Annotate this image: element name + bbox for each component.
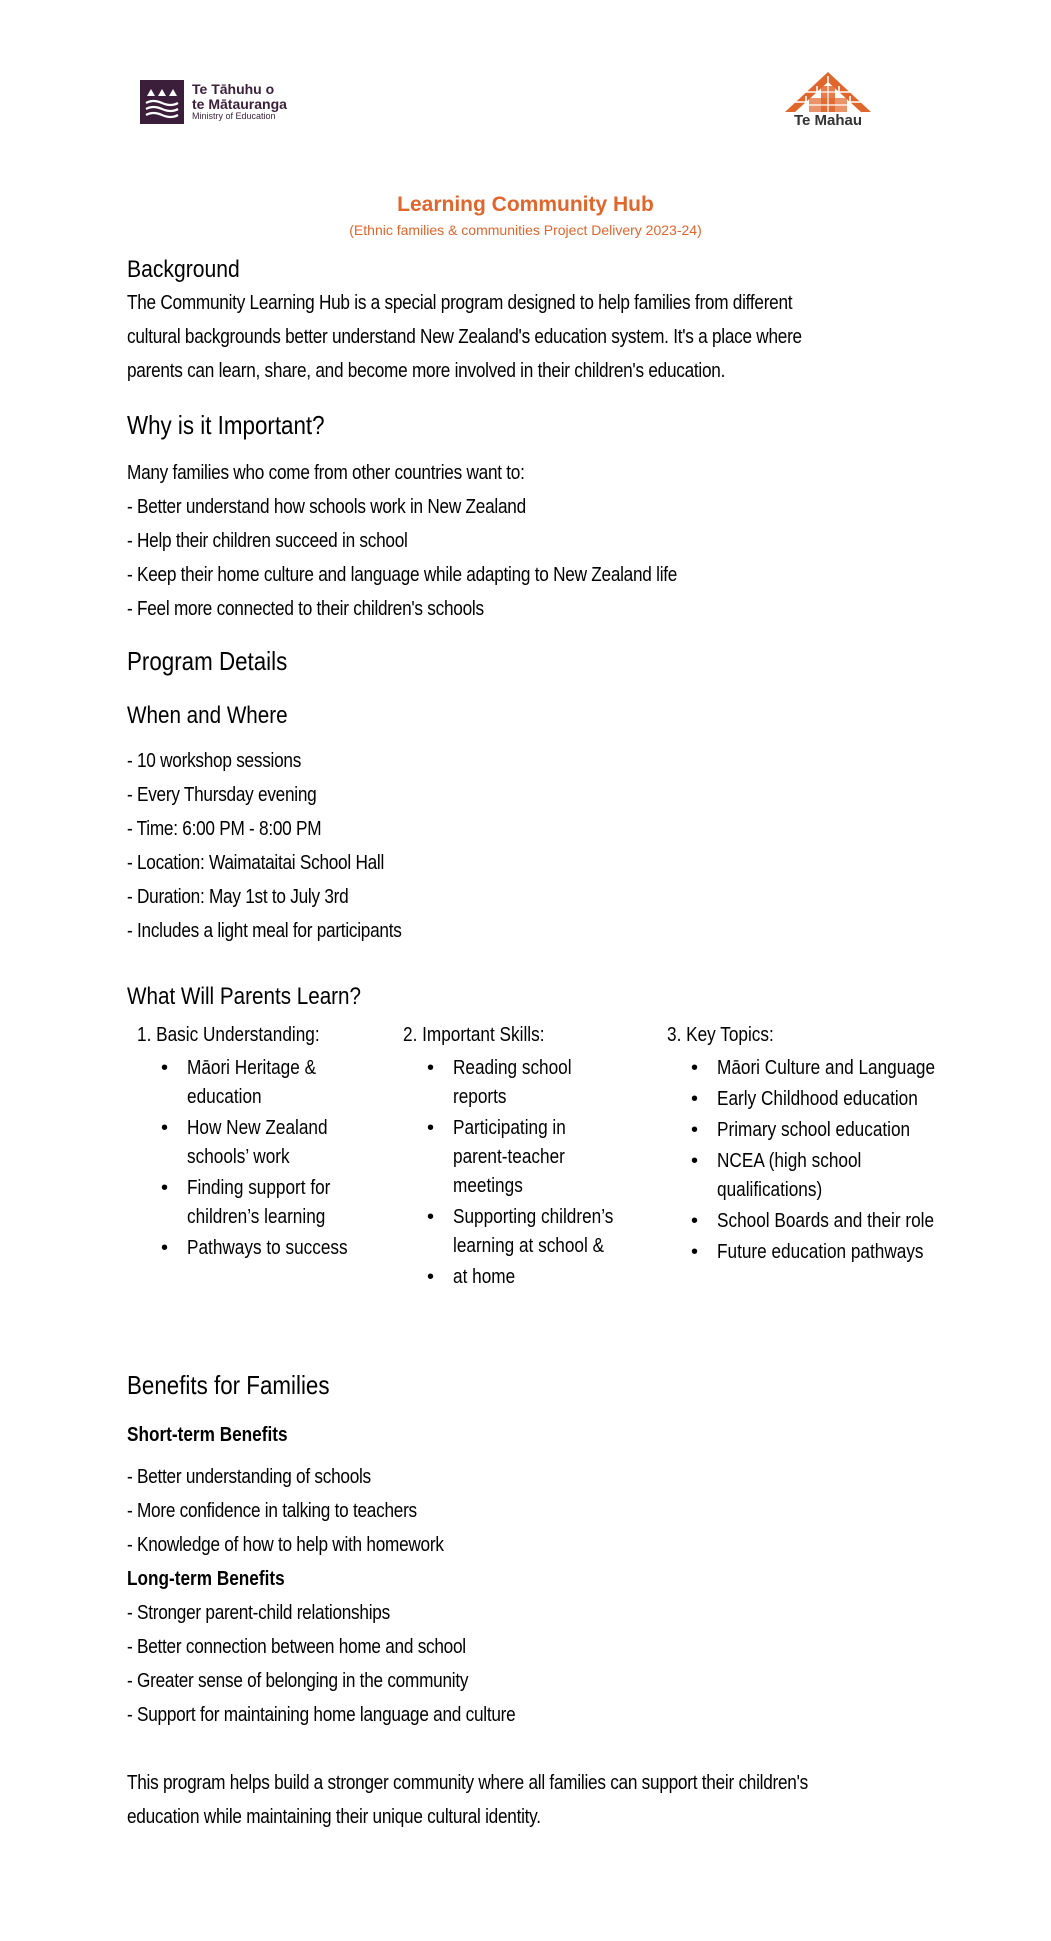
bullet-icon: • xyxy=(427,1266,435,1288)
document-title: Learning Community Hub xyxy=(397,193,654,216)
list-item: • Early Childhood education xyxy=(667,1085,971,1114)
program-list-item: - 10 workshop sessions xyxy=(127,750,302,772)
list-item: • Primary school education xyxy=(667,1116,971,1145)
why-list-item: - Feel more connected to their children's schools xyxy=(127,598,484,620)
bullet-icon: • xyxy=(691,1210,699,1232)
list-item: • Supporting children’s learning at school & xyxy=(403,1203,639,1261)
learn-column-topics xyxy=(667,1024,971,1269)
benefits-heading: Benefits for Families xyxy=(127,1370,330,1400)
list-item: • Pathways to success xyxy=(137,1234,374,1263)
program-list-item: - Time: 6:00 PM - 8:00 PM xyxy=(127,818,322,840)
learn-column-title: 3. Key Topics: xyxy=(667,1024,774,1046)
why-list-item: - Better understand how schools work in New Zealand xyxy=(127,496,526,518)
bullet-icon: • xyxy=(427,1057,435,1079)
list-item: • How New Zealand schools’ work xyxy=(137,1114,374,1172)
document-subtitle: (Ethnic families & communities Project Delivery 2023-24) xyxy=(349,222,702,238)
list-item: • NCEA (high school qualifications) xyxy=(667,1147,971,1205)
program-list-item: - Includes a light meal for participants xyxy=(127,920,402,942)
bullet-icon: • xyxy=(427,1206,435,1228)
bullet-icon: • xyxy=(691,1241,699,1263)
why-list-item: - Keep their home culture and language while adapting to New Zealand life xyxy=(127,564,678,586)
why-list-item: - Help their children succeed in school xyxy=(127,530,408,552)
bullet-icon: • xyxy=(161,1057,169,1079)
program-heading: Program Details xyxy=(127,646,288,676)
short-term-item: - Knowledge of how to help with homework xyxy=(127,1534,444,1556)
ministry-logo-line1: Te Tāhuhu o xyxy=(192,81,275,98)
bullet-icon: • xyxy=(427,1117,435,1139)
background-line: parents can learn, share, and become more involved in their children's education. xyxy=(127,360,726,382)
te-mahau-logo-text: Te Mahau xyxy=(793,112,863,129)
learn-column-skills xyxy=(403,1024,639,1294)
program-list-item: - Duration: May 1st to July 3rd xyxy=(127,886,349,908)
te-mahau-emblem-icon xyxy=(785,72,871,112)
short-term-heading: Short-term Benefits xyxy=(127,1424,288,1446)
closing-line: education while maintaining their unique cultural identity. xyxy=(127,1806,541,1828)
bullet-icon: • xyxy=(691,1119,699,1141)
long-term-item: - Greater sense of belonging in the community xyxy=(127,1670,469,1692)
background-line: The Community Learning Hub is a special program designed to help families from different xyxy=(127,292,793,314)
learn-column-title: 1. Basic Understanding: xyxy=(137,1024,320,1046)
bullet-icon: • xyxy=(161,1177,169,1199)
short-term-item: - More confidence in talking to teachers xyxy=(127,1500,417,1522)
bullet-icon: • xyxy=(691,1057,699,1079)
ministry-emblem-icon xyxy=(140,80,184,124)
list-item: • Reading school reports xyxy=(403,1054,639,1112)
ministry-logo-line3: Ministry of Education xyxy=(192,111,276,122)
list-item: • School Boards and their role xyxy=(667,1207,971,1236)
long-term-item: - Support for maintaining home language and culture xyxy=(127,1704,516,1726)
learn-column-basic xyxy=(137,1024,374,1265)
why-heading: Why is it Important? xyxy=(127,410,325,440)
program-list-item: - Every Thursday evening xyxy=(127,784,317,806)
list-item: • Māori Heritage & education xyxy=(137,1054,374,1112)
learn-column-title: 2. Important Skills: xyxy=(403,1024,545,1046)
list-item: • Māori Culture and Language xyxy=(667,1054,971,1083)
list-item: • Future education pathways xyxy=(667,1238,971,1267)
background-heading: Background xyxy=(127,256,240,283)
long-term-heading: Long-term Benefits xyxy=(127,1568,285,1590)
ministry-of-education-logo xyxy=(140,80,287,124)
short-term-item: - Better understanding of schools xyxy=(127,1466,371,1488)
program-list-item: - Location: Waimataitai School Hall xyxy=(127,852,385,874)
background-line: cultural backgrounds better understand New Zealand's education system. It's a place where xyxy=(127,326,802,348)
learn-heading: What Will Parents Learn? xyxy=(127,983,362,1010)
bullet-icon: • xyxy=(691,1088,699,1110)
closing-line: This program helps build a stronger community where all families can support their children's xyxy=(127,1772,808,1794)
list-item: • Finding support for children’s learning xyxy=(137,1174,374,1232)
list-item: • Participating in parent-teacher meetings xyxy=(403,1114,639,1201)
long-term-item: - Stronger parent-child relationships xyxy=(127,1602,390,1624)
list-item: • at home xyxy=(403,1263,639,1292)
when-where-heading: When and Where xyxy=(127,702,288,729)
bullet-icon: • xyxy=(691,1150,699,1172)
te-mahau-logo xyxy=(780,72,876,129)
bullet-icon: • xyxy=(161,1237,169,1259)
why-intro: Many families who come from other countries want to: xyxy=(127,462,525,484)
bullet-icon: • xyxy=(161,1117,169,1139)
ministry-logo-line2: te Mātauranga xyxy=(192,95,287,112)
long-term-item: - Better connection between home and school xyxy=(127,1636,466,1658)
